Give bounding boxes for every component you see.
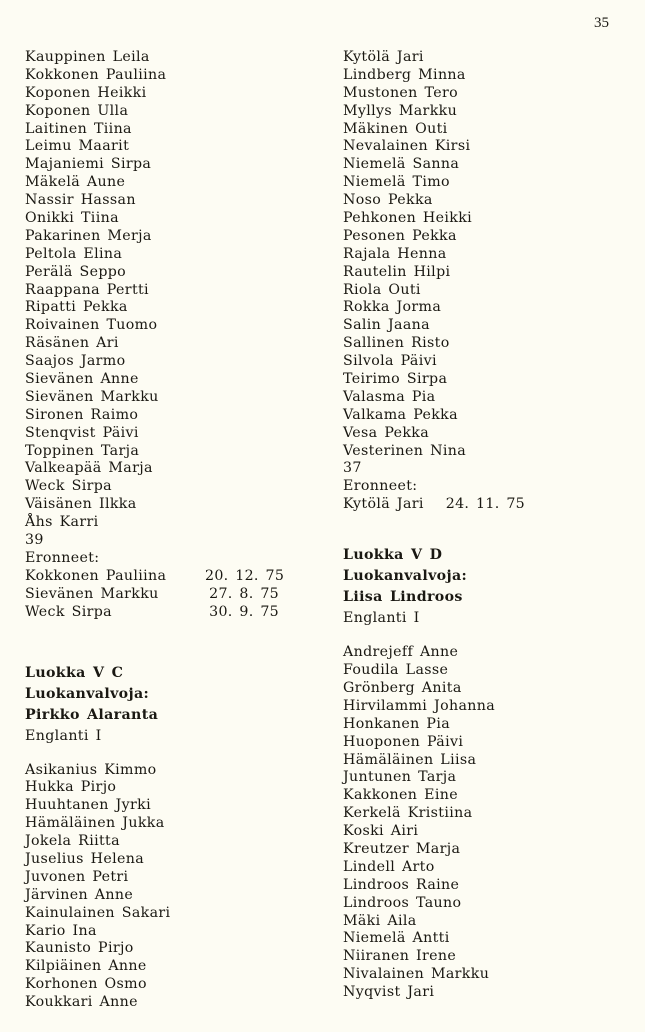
right-column [343, 49, 643, 1002]
resigned-row [25, 604, 325, 622]
list-item: Niiranen Irene [343, 948, 457, 965]
list-item: Hämäläinen Liisa [343, 751, 477, 768]
list-item: Andrejeff Anne [343, 644, 459, 661]
list-item: Hirvilammi Johanna [343, 697, 496, 714]
list-item: Koponen Ulla [25, 102, 129, 119]
list-item: Kilpiäinen Anne [25, 958, 147, 975]
list-item: Raappana Pertti [25, 281, 149, 298]
list-item: Majaniemi Sirpa [25, 156, 152, 173]
list-item: Myllys Markku [343, 102, 458, 119]
list-item: Vesa Pekka [343, 424, 430, 441]
list-item: Silvola Päivi [343, 353, 437, 370]
class-heading: Luokka V C [25, 664, 124, 681]
list-item: Koski Airi [343, 823, 419, 840]
list-item: Sievänen Anne [25, 371, 139, 388]
student-list [343, 644, 643, 1002]
list-item: Kaunisto Pirjo [25, 940, 134, 957]
list-item: Niemelä Antti [343, 930, 450, 947]
list-item: Koukkari Anne [25, 994, 138, 1011]
resigned-row [25, 568, 325, 586]
resigned-date: 30. 9. 75 [209, 603, 279, 620]
list-item: Nassir Hassan [25, 192, 136, 209]
list-item: Lindroos Tauno [343, 894, 462, 911]
resigned-date: 24. 11. 75 [445, 496, 525, 513]
list-item: Nevalainen Kirsi [343, 138, 471, 155]
list-item: Vesterinen Nina [343, 442, 467, 459]
list-item: Pehkonen Heikki [343, 210, 473, 227]
list-item: Ripatti Pekka [25, 299, 128, 316]
list-item: Rokka Jorma [343, 299, 442, 316]
page-number: 35 [594, 15, 609, 31]
list-item: Pakarinen Merja [25, 227, 152, 244]
list-item: Räsänen Ari [25, 335, 119, 352]
list-item: Kakkonen Eine [343, 787, 458, 804]
list-item: Juvonen Petri [25, 868, 129, 885]
list-item: Peltola Elina [25, 245, 123, 262]
list-item: Niemelä Sanna [343, 156, 460, 173]
list-item: Niemelä Timo [343, 174, 450, 191]
list-item: Korhonen Osmo [25, 976, 147, 993]
list-item: Pesonen Pekka [343, 227, 457, 244]
list-item: Laitinen Tiina [25, 120, 132, 137]
list-item: Mäki Aila [343, 912, 417, 929]
resigned-date: 20. 12. 75 [205, 567, 285, 584]
list-item: Mäkelä Aune [25, 174, 126, 191]
list-item: Åhs Karri [25, 514, 99, 531]
left-column [25, 49, 325, 1012]
list-item: Nyqvist Jari [343, 984, 435, 1001]
list-item: Foudila Lasse [343, 662, 449, 679]
list-item: Jokela Riitta [25, 833, 120, 850]
list-item: Weck Sirpa [25, 478, 112, 495]
list-item: Kokkonen Pauliina [25, 66, 167, 83]
list-item: Asikanius Kimmo [25, 761, 157, 778]
student-count: 39 [25, 532, 44, 549]
list-item: Lindroos Raine [343, 876, 460, 893]
resigned-list [343, 496, 643, 514]
list-item: Väisänen Ilkka [25, 496, 137, 513]
list-item: Lindell Arto [343, 858, 435, 875]
list-item: Kainulainen Sakari [25, 904, 171, 921]
list-item: Sallinen Risto [343, 335, 450, 352]
list-item: Sironen Raimo [25, 406, 139, 423]
list-item: Valkeapää Marja [25, 460, 153, 477]
list-item: Leimu Maarit [25, 138, 130, 155]
resigned-list [25, 568, 325, 622]
list-item: Huoponen Päivi [343, 733, 464, 750]
list-item: Juselius Helena [25, 850, 145, 867]
list-item: Sievänen Markku [25, 388, 159, 405]
list-item: Kerkelä Kristiina [343, 805, 473, 822]
list-item: Juntunen Tarja [343, 769, 457, 786]
list-item: Honkanen Pia [343, 715, 451, 732]
resigned-name: Sievänen Markku [25, 585, 159, 602]
subject: Englanti I [343, 610, 420, 627]
student-count: 37 [343, 460, 362, 477]
list-item: Noso Pekka [343, 192, 433, 209]
list-item: Koponen Heikki [25, 84, 147, 101]
resigned-name: Kytölä Jari [343, 496, 424, 513]
list-item: Teirimo Sirpa [343, 371, 448, 388]
list-item: Valkama Pekka [343, 406, 458, 423]
list-item: Kytölä Jari [343, 49, 424, 65]
resigned-label: Eronneet: [343, 478, 418, 495]
list-item: Rautelin Hilpi [343, 263, 451, 280]
list-item: Kario Ina [25, 922, 97, 939]
resigned-row [343, 496, 643, 514]
list-item: Rajala Henna [343, 245, 447, 262]
list-item: Riola Outi [343, 281, 421, 298]
class-list-continued [343, 49, 643, 460]
list-item: Salin Jaana [343, 317, 430, 334]
subject: Englanti I [25, 727, 102, 744]
list-item: Hämäläinen Jukka [25, 815, 165, 832]
supervisor-label: Luokanvalvoja: [25, 685, 150, 702]
list-item: Nivalainen Markku [343, 966, 490, 983]
class-heading: Luokka V D [343, 547, 443, 564]
supervisor-name: Pirkko Alaranta [25, 706, 159, 723]
list-item: Mustonen Tero [343, 84, 458, 101]
list-item: Saajos Jarmo [25, 353, 126, 370]
list-item: Onikki Tiina [25, 210, 119, 227]
list-item: Kauppinen Leila [25, 49, 150, 65]
list-item: Lindberg Minna [343, 66, 466, 83]
resigned-name: Kokkonen Pauliina [25, 567, 167, 584]
list-item: Toppinen Tarja [25, 442, 140, 459]
list-item: Huuhtanen Jyrki [25, 797, 151, 814]
class-list-continued [25, 49, 325, 532]
list-item: Kreutzer Marja [343, 840, 461, 857]
resigned-date: 27. 8. 75 [209, 585, 279, 602]
supervisor-name: Liisa Lindroos [343, 589, 463, 606]
list-item: Perälä Seppo [25, 263, 127, 280]
list-item: Järvinen Anne [25, 886, 134, 903]
list-item: Roivainen Tuomo [25, 317, 158, 334]
resigned-row [25, 586, 325, 604]
supervisor-label: Luokanvalvoja: [343, 568, 468, 585]
resigned-name: Weck Sirpa [25, 603, 112, 620]
resigned-label: Eronneet: [25, 549, 100, 566]
list-item: Stenqvist Päivi [25, 424, 139, 441]
list-item: Mäkinen Outi [343, 120, 448, 137]
list-item: Grönberg Anita [343, 679, 462, 696]
list-item: Hukka Pirjo [25, 779, 117, 796]
student-list [25, 762, 325, 1012]
list-item: Valasma Pia [343, 388, 436, 405]
